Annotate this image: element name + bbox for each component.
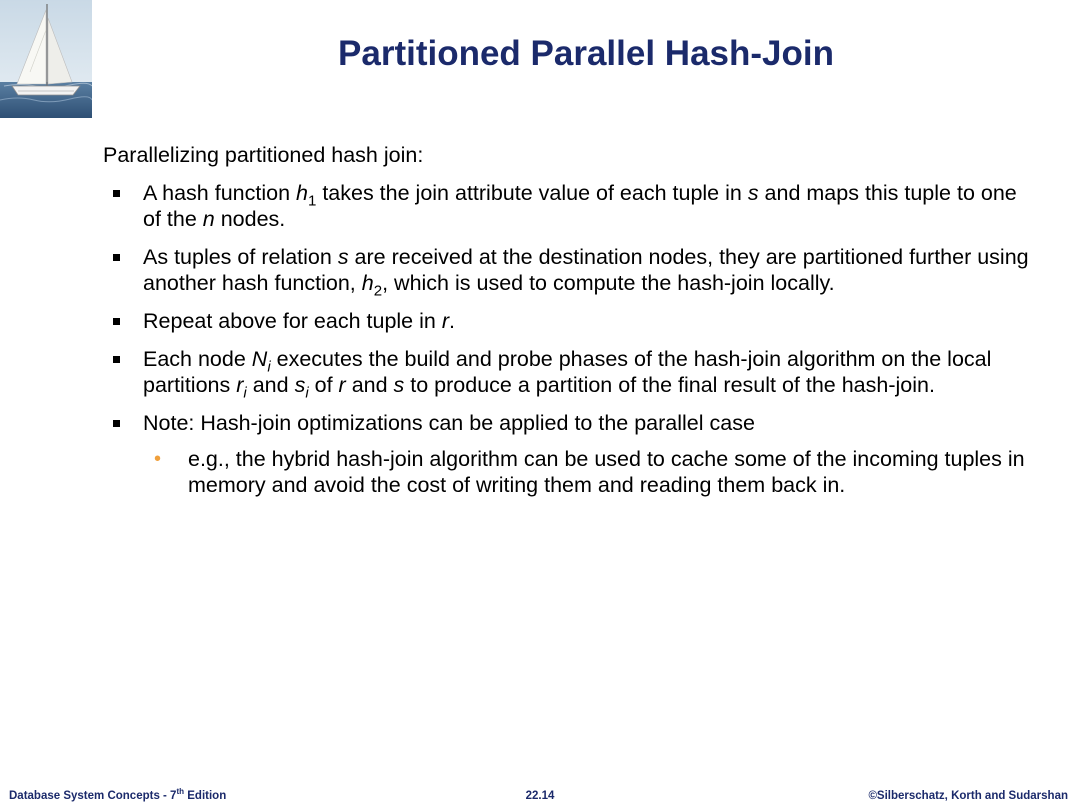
footer-left-prefix: Database System Concepts - 7	[9, 790, 177, 802]
footer-page-number: 22.14	[525, 790, 555, 802]
bullet-item	[103, 244, 1033, 300]
footer-left-sup: th	[176, 787, 185, 797]
square-bullet-icon	[113, 190, 120, 197]
sub-bullet-text: e.g., the hybrid hash-join algorithm can be used to cache some of the incoming tuples in memory and avoid the cost of writing them and reading them back in.	[188, 447, 1025, 497]
footer-left-suffix: Edition	[184, 790, 227, 802]
square-bullet-icon	[113, 356, 120, 363]
sailboat-logo	[0, 0, 92, 118]
bullet-text: Note: Hash-join optimizations can be applied to the parallel case	[143, 411, 755, 435]
dot-bullet-icon: •	[154, 448, 162, 470]
bullet-item	[103, 410, 1033, 498]
sub-bullet-list	[143, 446, 1033, 498]
bullet-text: A hash function $h_1$ takes the join attribute value of each tuple in s and maps this tuple to one of the n nodes.	[143, 181, 1017, 231]
bullet-text: Each node $N_i$ executes the build and probe phases of the hash-join algorithm on the local partitions $r_i$ and $s_i$ of r and s to produce a partition of the final result of the hash-join.	[143, 347, 992, 402]
bullet-item	[103, 180, 1033, 232]
square-bullet-icon	[113, 254, 120, 261]
bullet-text: As tuples of relation s are received at the destination nodes, they are partitioned further using another hash function, $h_2$, which is used to compute the hash-join locally.	[143, 245, 1029, 300]
square-bullet-icon	[113, 420, 120, 427]
intro-text: Parallelizing partitioned hash join:	[103, 143, 424, 167]
bullet-item	[103, 346, 1033, 402]
footer-book-title	[9, 789, 226, 803]
square-bullet-icon	[113, 318, 120, 325]
bullet-text: Repeat above for each tuple in r.	[143, 309, 455, 333]
slide-title: Partitioned Parallel Hash-Join	[338, 34, 834, 73]
slide-body	[103, 142, 1033, 510]
footer-copyright: ©Silberschatz, Korth and Sudarshan	[868, 790, 1068, 802]
bullet-list	[103, 180, 1033, 498]
bullet-item	[103, 308, 1033, 334]
sub-bullet-item	[143, 446, 1033, 498]
